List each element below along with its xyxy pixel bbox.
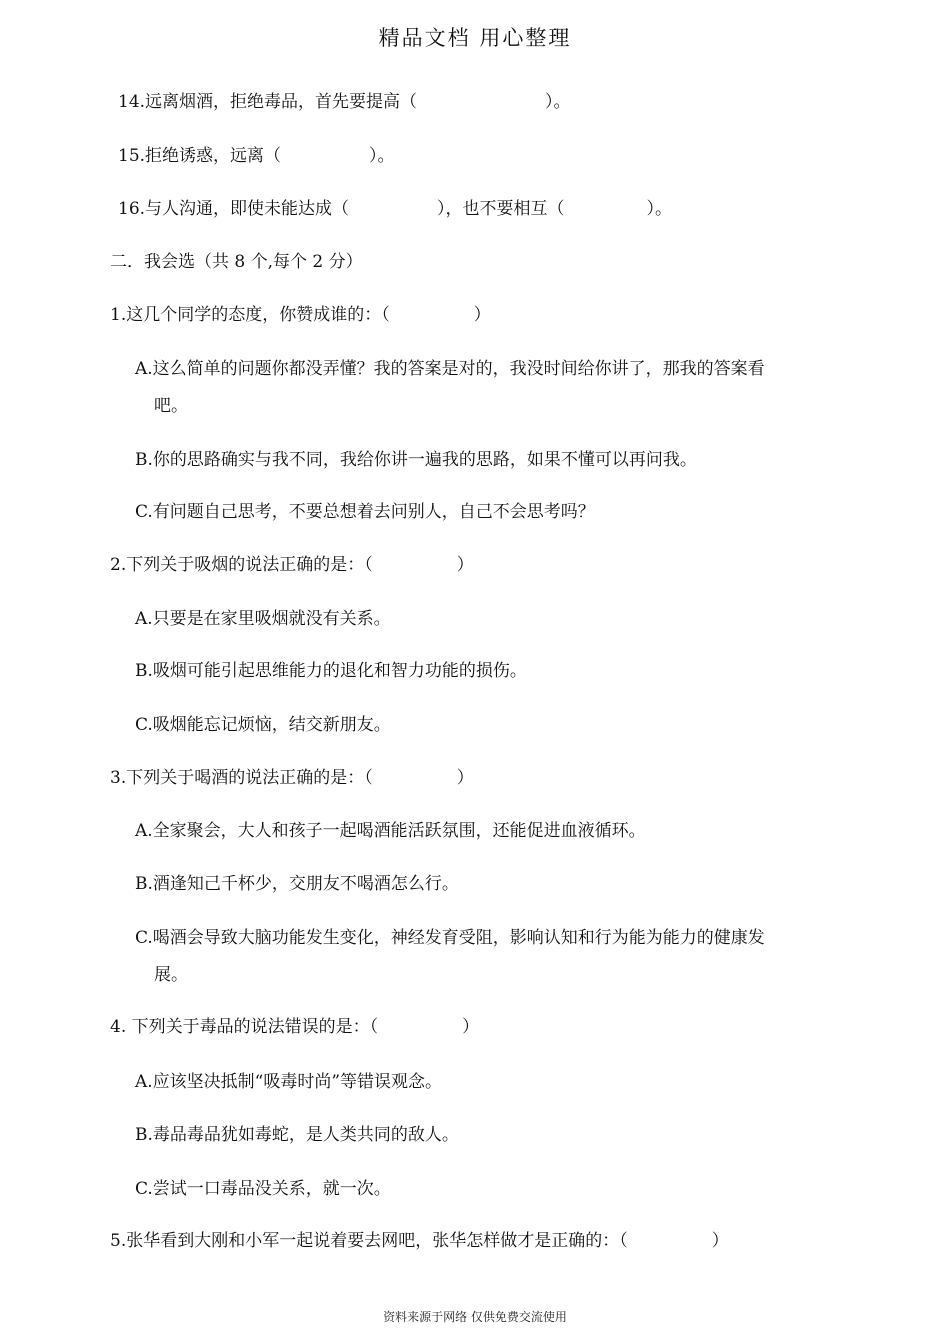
question-stem	[110, 1015, 479, 1039]
question-stem	[110, 553, 474, 577]
question-stem-end: ）	[473, 305, 491, 325]
question-stem-text: 2.下列关于吸烟的说法正确的是：（	[110, 555, 373, 575]
question-stem	[110, 303, 491, 327]
section-title: 二．我会选（共 8 个,每个 2 分）	[110, 252, 363, 272]
question-14	[118, 90, 571, 114]
question-15-text: 15.拒绝诱惑，远离（	[118, 146, 282, 166]
question-stem	[110, 766, 474, 790]
question-16-text: 16.与人沟通，即使未能达成（	[118, 199, 350, 219]
question-stem-end: ）	[456, 768, 474, 788]
question-16	[118, 197, 672, 221]
option-a: A.这么简单的问题你都没弄懂？我的答案是对的，我没时间给你讲了，那我的答案看	[135, 359, 765, 379]
option-a: A.只要是在家里吸烟就没有关系。	[135, 609, 391, 629]
option-c: C.有问题自己思考，不要总想着去问别人，自己不会思考吗？	[135, 502, 595, 522]
question-stem-text: 1.这几个同学的态度，你赞成谁的：（	[110, 305, 390, 325]
question-stem-text: 3.下列关于喝酒的说法正确的是：（	[110, 768, 373, 788]
page-header-title: 精品文档 用心整理	[378, 26, 572, 50]
question-16-mid: ），也不要相互（	[437, 199, 565, 219]
option-b: B.毒品毒品犹如毒蛇，是人类共同的敌人。	[135, 1125, 459, 1145]
question-14-end: ）。	[545, 92, 571, 112]
question-stem-end: ）	[462, 1017, 480, 1037]
question-15	[118, 144, 395, 168]
page-footer: 资料来源于网络 仅供免费交流使用	[383, 1310, 567, 1324]
option-c: C.吸烟能忘记烦恼，结交新朋友。	[135, 715, 391, 735]
option-a: A.全家聚会，大人和孩子一起喝酒能活跃氛围，还能促进血液循环。	[135, 821, 646, 841]
question-16-end: ）。	[646, 199, 673, 219]
question-stem-end: ）	[711, 1231, 729, 1251]
question-stem-text: 5.张华看到大刚和小军一起说着要去网吧，张华怎样做才是正确的：（	[110, 1231, 628, 1251]
question-15-end: ）。	[369, 146, 395, 166]
option-a: A.应该坚决抵制“吸毒时尚”等错误观念。	[135, 1072, 443, 1092]
option-c: C.喝酒会导致大脑功能发生变化，神经发育受阻，影响认知和行为能为能力的健康发	[135, 928, 765, 948]
option-b: B.吸烟可能引起思维能力的退化和智力功能的损伤。	[135, 661, 527, 681]
option-c: C.尝试一口毒品没关系，就一次。	[135, 1179, 391, 1199]
option-b: B.酒逢知己千杯少，交朋友不喝酒怎么行。	[135, 874, 459, 894]
question-stem	[110, 1229, 729, 1253]
option-a-continuation: 吧。	[154, 396, 188, 416]
option-c-continuation: 展。	[154, 965, 188, 985]
question-stem-text: 4. 下列关于毒品的说法错误的是：（	[110, 1017, 379, 1037]
question-14-text: 14.远离烟酒，拒绝毒品，首先要提高（	[118, 92, 418, 112]
option-b: B.你的思路确实与我不同，我给你讲一遍我的思路，如果不懂可以再问我。	[135, 450, 697, 470]
question-stem-end: ）	[456, 555, 474, 575]
